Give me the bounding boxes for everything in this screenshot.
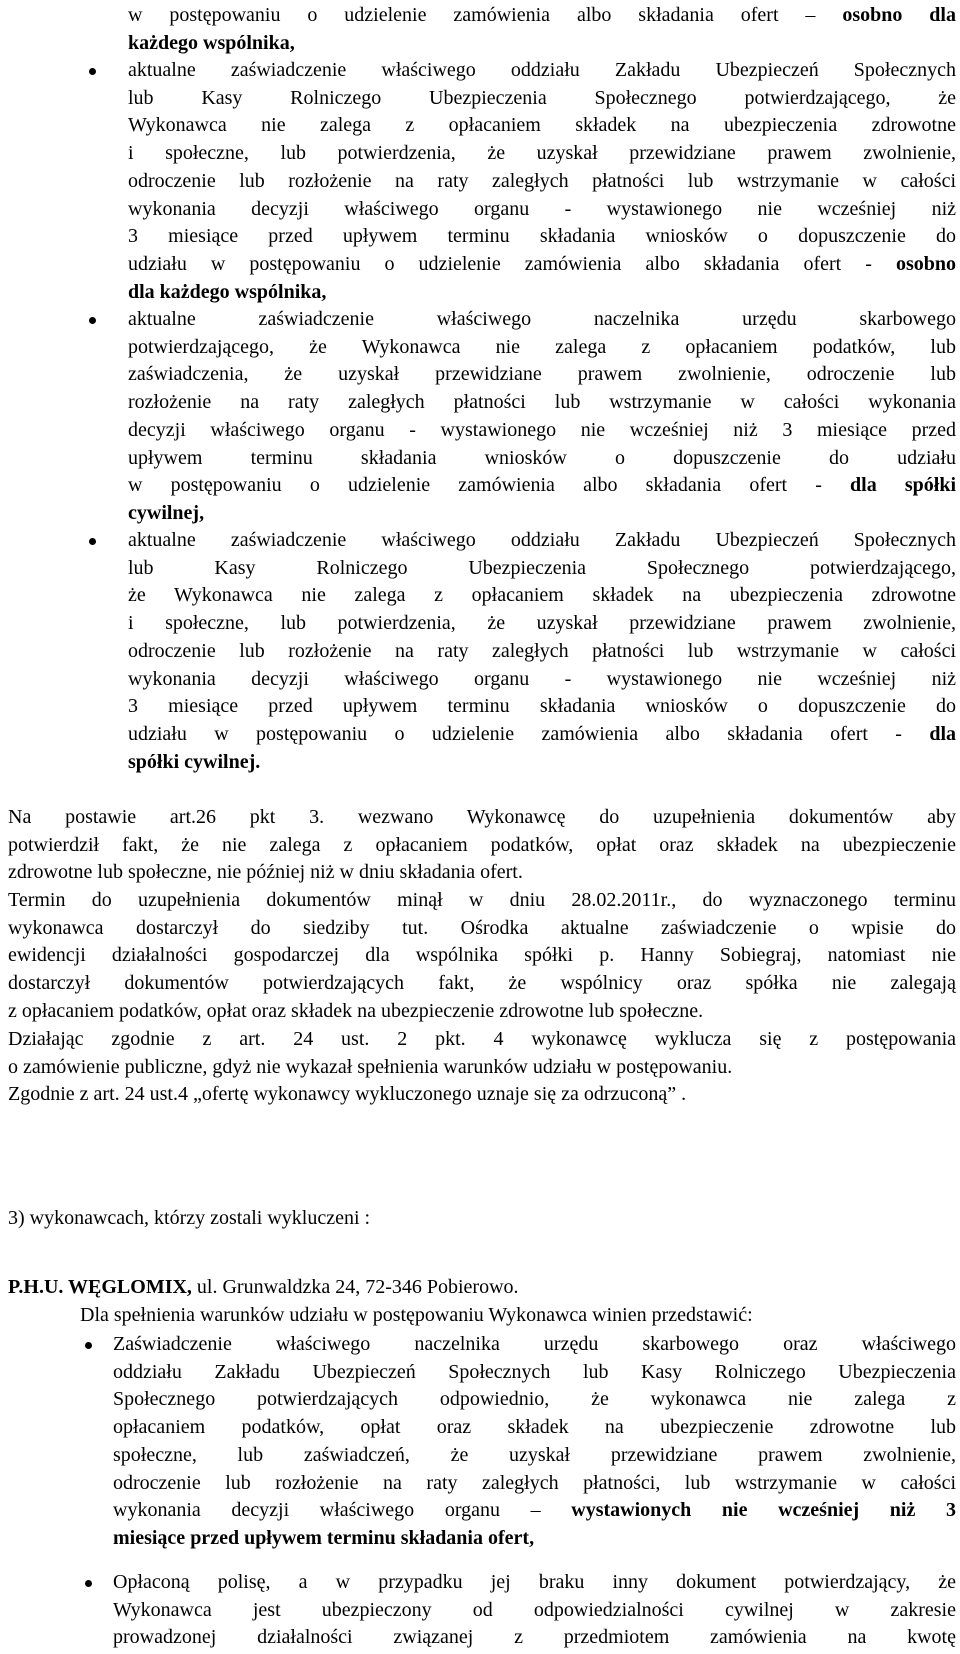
text-line: zaświadczenia, że uzyskał przewidziane prawem zwolnienie, odroczenie lub: [128, 363, 956, 386]
requirement-item: [113, 1569, 956, 1652]
text-line: dla każdego wspólnika,: [128, 280, 327, 303]
bullet-icon: [89, 317, 96, 324]
text-line: wykonawca dostarczył do siedziby tut. Ośrodka aktualne zaświadczenie o wpisie do: [8, 916, 956, 939]
text-line: potwierdzającego, że Wykonawca nie zalega z opłacaniem podatków, lub: [128, 335, 956, 358]
text-line: Wykonawca nie zalega z opłacaniem składek na ubezpieczenia zdrowotne: [128, 114, 956, 137]
text-line: rozłożenie na raty zaległych płatności lub wstrzymanie w całości wykonania: [128, 391, 956, 414]
text-line: z opłacaniem podatków, opłat oraz składek na ubezpieczenie zdrowotne lub społeczne.: [8, 999, 704, 1022]
text-line: prowadzonej działalności związanej z przedmiotem zamówienia na kwotę: [113, 1626, 956, 1649]
text-line: odroczenie lub rozłożenie na raty zaległych płatności lub wstrzymanie w całości: [128, 639, 956, 662]
text-line: potwierdził fakt, że nie zalega z opłacaniem podatków, opłat oraz składek na ubezpieczenie: [8, 833, 956, 856]
company-line: [8, 1274, 956, 1302]
text-line: odroczenie lub rozłożenie na raty zaległych płatności lub wstrzymanie w całości: [128, 169, 956, 192]
text-line: Wykonawca jest ubezpieczony od odpowiedzialności cywilnej w zakresie: [113, 1598, 956, 1621]
text-line: spółki cywilnej.: [128, 750, 261, 773]
section-heading: [8, 1205, 956, 1233]
text-line: o zamówienie publiczne, gdyż nie wykazał spełnienia warunków udziału w postępowaniu.: [8, 1055, 733, 1078]
bullet-item: [128, 306, 956, 528]
text-line: wykonania decyzji właściwego organu - wystawionego nie wcześniej niż: [128, 667, 956, 690]
text-line: w postępowaniu o udzielenie zamówienia albo składania ofert – osobno dla: [128, 4, 956, 26]
continuation-text: [128, 2, 956, 57]
company-name: P.H.U. WĘGLOMIX,: [8, 1276, 192, 1298]
text-line: społeczne, lub zaświadczeń, że uzyskał przewidziane prawem zwolnienie,: [113, 1443, 956, 1466]
text-line: Dla spełnienia warunków udziału w postępowaniu Wykonawca winien przedstawić:: [80, 1304, 753, 1326]
text-line: i społeczne, lub potwierdzenia, że uzyskał przewidziane prawem zwolnienie,: [128, 142, 956, 165]
text-line: Zaświadczenie właściwego naczelnika urzędu skarbowego oraz właściwego: [113, 1333, 956, 1355]
text-line: że Wykonawca nie zalega z opłacaniem składek na ubezpieczenia zdrowotne: [128, 584, 956, 607]
bullet-icon: [85, 1580, 92, 1587]
text-line: 3) wykonawcach, którzy zostali wykluczeni :: [8, 1207, 371, 1229]
text-line: aktualne zaświadczenie właściwego naczelnika urzędu skarbowego: [128, 308, 956, 330]
text-line: Społecznego potwierdzających odpowiednio, że wykonawca nie zalega z: [113, 1388, 956, 1411]
text-line: udziału w postępowaniu o udzielenie zamówienia albo składania ofert - osobno: [128, 252, 957, 275]
text-line: Termin do uzupełnienia dokumentów minął w dniu 28.02.2011r., do wyznaczonego terminu: [8, 889, 956, 911]
requirement-item: [113, 1331, 956, 1553]
text-line: Opłaconą polisę, a w przypadku jej braku inny dokument potwierdzający, że: [113, 1571, 956, 1593]
text-line: każdego wspólnika,: [128, 31, 295, 54]
text-line: dostarczył dokumentów potwierdzających fakt, że wspólnicy oraz spółka nie zalegają: [8, 972, 956, 995]
text-line: wykonania decyzji właściwego organu - wystawionego nie wcześniej niż: [128, 197, 956, 220]
text-line: odroczenie lub rozłożenie na raty zaległych płatności, lub wstrzymanie w całości: [113, 1471, 956, 1494]
bullet-icon: [85, 1342, 92, 1349]
text-line: oddziału Zakładu Ubezpieczeń Społecznych lub Kasy Rolniczego Ubezpieczenia: [113, 1360, 956, 1383]
paragraph-rejected: [8, 1081, 956, 1109]
text-line: upływem terminu składania wniosków o dopuszczenie do udziału: [128, 446, 956, 469]
text-line: Zgodnie z art. 24 ust.4 „ofertę wykonawcy wykluczonego uznaje się za odrzuconą” .: [8, 1083, 687, 1105]
paragraph-deadline: [8, 887, 956, 1026]
text-line: w postępowaniu o udzielenie zamówienia albo składania ofert - dla spółki: [128, 474, 956, 497]
bullet-icon: [89, 68, 96, 75]
paragraph-basis: [8, 804, 956, 887]
text-line: aktualne zaświadczenie właściwego oddziału Zakładu Ubezpieczeń Społecznych: [128, 529, 956, 551]
bullet-icon: [89, 538, 96, 545]
text-line: decyzji właściwego organu - wystawionego nie wcześniej niż 3 miesiące przed: [128, 418, 956, 441]
text-line: [8, 1274, 956, 1302]
text-line: 3 miesiące przed upływem terminu składania wniosków o dopuszczenie do: [128, 695, 956, 718]
text-line: lub Kasy Rolniczego Ubezpieczenia Społecznego potwierdzającego,: [128, 556, 956, 579]
text-line: miesiące przed upływem terminu składania ofert,: [113, 1526, 535, 1549]
bullet-item: [128, 527, 956, 776]
text-line: lub Kasy Rolniczego Ubezpieczenia Społecznego potwierdzającego, że: [128, 86, 956, 109]
bullet-item: [128, 57, 956, 306]
company-address: ul. Grunwaldzka 24, 72-346 Pobierowo.: [191, 1276, 519, 1298]
text-line: wykonania decyzji właściwego organu – wystawionych nie wcześniej niż 3: [113, 1499, 956, 1522]
requirements-intro: [80, 1302, 956, 1330]
text-line: aktualne zaświadczenie właściwego oddziału Zakładu Ubezpieczeń Społecznych: [128, 59, 956, 81]
text-line: i społeczne, lub potwierdzenia, że uzyskał przewidziane prawem zwolnienie,: [128, 612, 956, 635]
text-line: opłacaniem podatków, opłat oraz składek na ubezpieczenie zdrowotne lub: [113, 1416, 956, 1439]
text-line: ewidencji działalności gospodarczej dla wspólnika spółki p. Hanny Sobiegraj, natomiast nie: [8, 944, 956, 967]
text-line: zdrowotne lub społeczne, nie później niż w dniu składania ofert.: [8, 861, 523, 884]
text-line: udziału w postępowaniu o udzielenie zamówienia albo składania ofert - dla: [128, 722, 957, 745]
text-line: cywilnej,: [128, 501, 205, 524]
paragraph-exclusion: [8, 1026, 956, 1081]
text-line: Na postawie art.26 pkt 3. wezwano Wykonawcę do uzupełnienia dokumentów aby: [8, 806, 956, 828]
text-line: Działając zgodnie z art. 24 ust. 2 pkt. 4 wykonawcę wyklucza się z postępowania: [8, 1028, 956, 1050]
text-line: 3 miesiące przed upływem terminu składania wniosków o dopuszczenie do: [128, 225, 956, 248]
